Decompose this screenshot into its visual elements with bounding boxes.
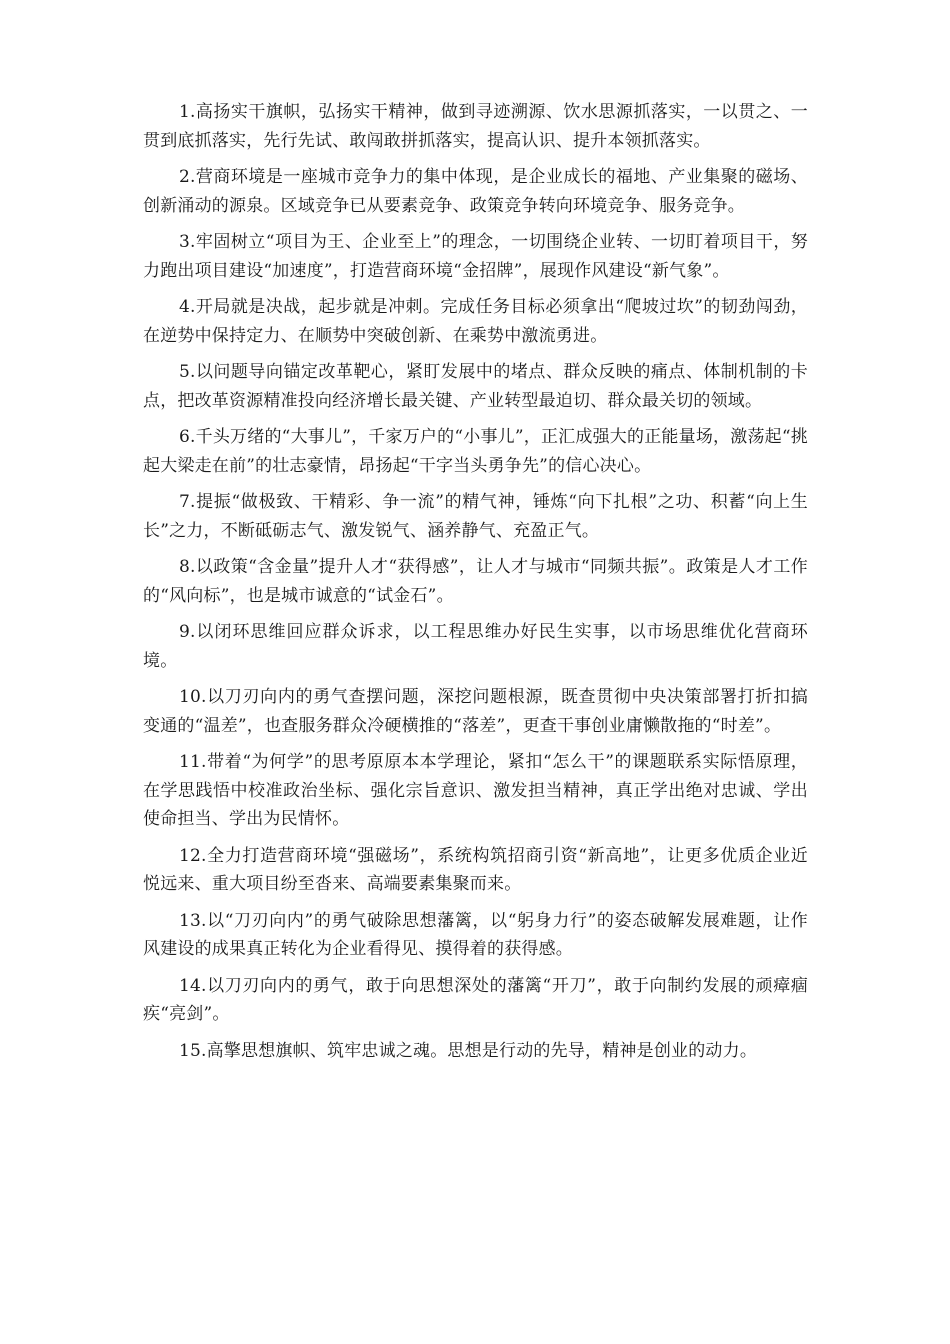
paragraph-15: 15.高擎思想旗帜、筑牢忠诚之魂。思想是行动的先导，精神是创业的动力。 (179, 1040, 758, 1061)
paragraph-5: 5.以问题导向锚定改革靶心，紧盯发展中的堵点、群众反映的痛点、体制机制的卡点，把改革资源精准投向经济增长最关键、产业转型最迫切、群众最关切的领域。 (143, 362, 808, 411)
document-body (143, 98, 808, 1073)
paragraph-1: 1.高扬实干旗帜，弘扬实干精神，做到寻迹溯源、饮水思源抓落实，一以贯之、一贯到底抓落实，先行先试、敢闯敢拼抓落实，提高认识、提升本领抓落实。 (143, 102, 808, 151)
paragraph-12: 12.全力打造营商环境“强磁场”，系统构筑招商引资“新高地”，让更多优质企业近悦远来、重大项目纷至沓来、高端要素集聚而来。 (143, 845, 808, 894)
paragraph-7: 7.提振“做极致、干精彩、争一流”的精气神，锤炼“向下扎根”之功、积蓄“向上生长”之力，不断砥砺志气、激发锐气、涵养静气、充盈正气。 (143, 492, 808, 541)
paragraph-9: 9.以闭环思维回应群众诉求，以工程思维办好民生实事，以市场思维优化营商环境。 (143, 622, 808, 671)
paragraph-6: 6.千头万绪的“大事儿”，千家万户的“小事儿”，正汇成强大的正能量场，激荡起“挑起大梁走在前”的壮志豪情，昂扬起“干字当头勇争先”的信心决心。 (143, 427, 808, 476)
paragraph-13: 13.以“刀刃向内”的勇气破除思想藩篱，以“躬身力行”的姿态破解发展难题，让作风建设的成果真正转化为企业看得见、摸得着的获得感。 (143, 910, 808, 959)
paragraph-2: 2.营商环境是一座城市竞争力的集中体现，是企业成长的福地、产业集聚的磁场、创新涌动的源泉。区域竞争已从要素竞争、政策竞争转向环境竞争、服务竞争。 (143, 167, 808, 216)
paragraph-14: 14.以刀刃向内的勇气，敢于向思想深处的藩篱“开刀”，敢于向制约发展的顽瘴痼疾“亮剑”。 (143, 975, 808, 1024)
paragraph-8: 8.以政策“含金量”提升人才“获得感”，让人才与城市“同频共振”。政策是人才工作的“风向标”，也是城市诚意的“试金石”。 (143, 557, 808, 606)
paragraph-11: 11.带着“为何学”的思考原原本本学理论，紧扣“怎么干”的课题联系实际悟原理，在学思践悟中校准政治坐标、强化宗旨意识、激发担当精神，真正学出绝对忠诚、学出使命担当、学出为民情怀。 (143, 752, 808, 829)
paragraph-10: 10.以刀刃向内的勇气查摆问题，深挖问题根源，既查贯彻中央决策部署打折扣搞变通的“温差”，也查服务群众冷硬横推的“落差”，更查干事创业庸懒散拖的“时差”。 (143, 687, 808, 736)
paragraph-3: 3.牢固树立“项目为王、企业至上”的理念，一切围绕企业转、一切盯着项目干，努力跑出项目建设“加速度”，打造营商环境“金招牌”，展现作风建设“新气象”。 (143, 232, 808, 281)
paragraph-4: 4.开局就是决战，起步就是冲刺。完成任务目标必须拿出“爬坡过坎”的韧劲闯劲，在逆势中保持定力、在顺势中突破创新、在乘势中激流勇进。 (143, 297, 808, 346)
